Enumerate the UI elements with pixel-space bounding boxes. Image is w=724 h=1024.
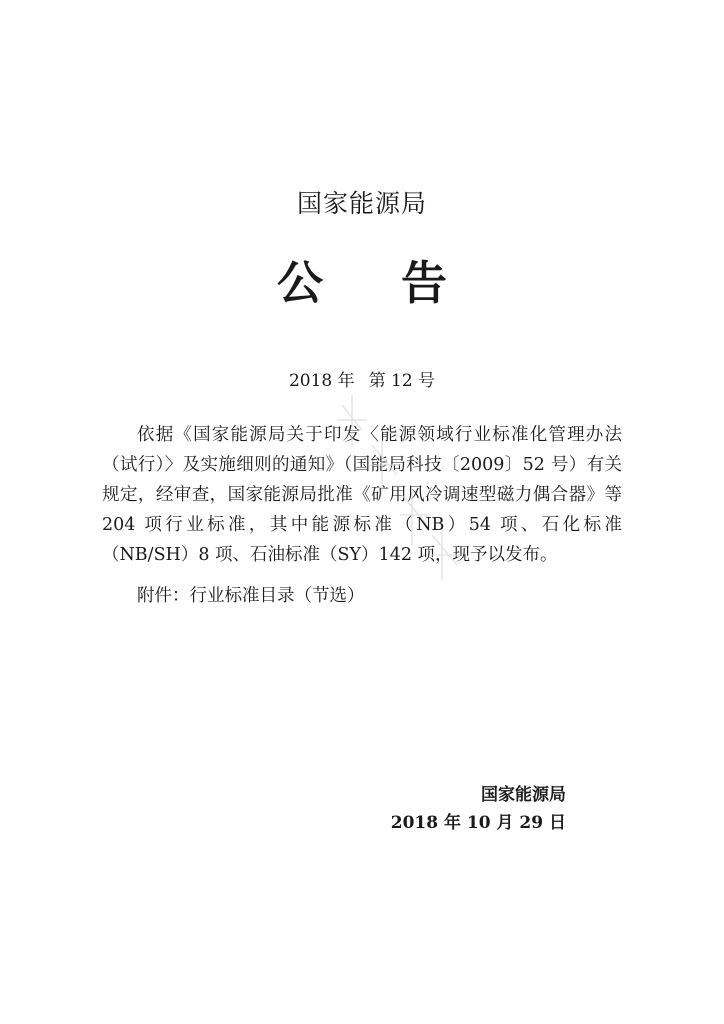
title-char-1: 公 (277, 256, 323, 310)
document-title (0, 247, 724, 313)
document-serial: 第 12 号 (368, 371, 436, 391)
document-year: 2018 年 (288, 371, 355, 391)
issuing-agency-heading: 国家能源局 (296, 189, 427, 218)
document-number (0, 366, 724, 391)
attachment-line: 附件：行业标准目录（节选） (137, 586, 365, 606)
signature-date: 2018 年 10 月 29 日 (390, 813, 566, 833)
title-char-2: 告 (401, 256, 447, 310)
body-paragraph: 依据《国家能源局关于印发〈能源领域行业标准化管理办法（试行）〉及实施细则的通知》（国能局科技〔2009〕52 号）有关规定，经审查，国家能源局批准《矿用风冷调速型磁力偶合器》等 204 项行业标准，其中能源标准（NB）54 项、石化标准（NB/SH）8 项、石油标准（SY）142 项，现予以发布。 (102, 425, 622, 565)
signature-agency: 国家能源局 (481, 785, 566, 805)
